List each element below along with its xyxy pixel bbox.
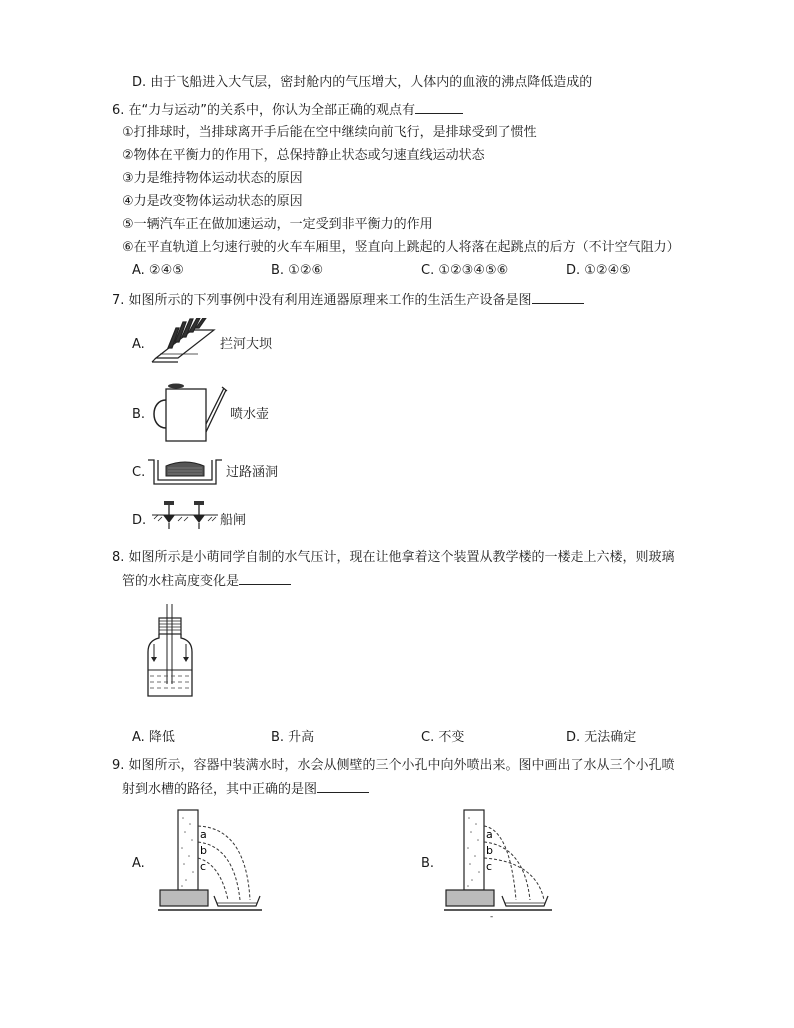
q6-statement-6: ⑥在平直轨道上匀速行驶的火车车厢里，竖直向上跳起的人将落在起跳点的后方（不计空气阻力） [122, 240, 680, 255]
q7-stem-text: 7. 如图所示的下列事例中没有利用连通器原理来工作的生活生产设备是图 [112, 293, 532, 308]
q8-stem-line2-text: 管的水柱高度变化是 [122, 574, 240, 589]
q7-c-letter[interactable]: C. [132, 465, 146, 480]
q6-statement-5: ⑤一辆汽车正在做加速运动，一定受到非平衡力的作用 [122, 217, 433, 232]
q9-figure-b [444, 808, 552, 916]
hole-label-b: b [200, 844, 207, 857]
q9-stem-line2 [122, 780, 369, 799]
answer-blank[interactable] [532, 291, 584, 304]
q9-option-b-letter[interactable]: B. [421, 856, 435, 871]
q6-option-b[interactable]: B. ①②⑥ [271, 263, 324, 278]
q9-figure-a [158, 808, 262, 916]
hole-label-c: c [486, 860, 493, 873]
q7-d-caption: 船闸 [220, 513, 247, 528]
hole-label-a: a [486, 828, 493, 841]
page-mark: - [490, 912, 494, 922]
q8-option-c[interactable]: C. 不变 [421, 730, 465, 745]
hole-label-a: a [200, 828, 207, 841]
q7-stem [112, 291, 584, 310]
hole-label-c: c [200, 860, 207, 873]
q7-b-caption: 喷水壶 [230, 407, 270, 422]
answer-blank[interactable] [239, 572, 291, 585]
dam-figure [148, 318, 218, 364]
q6-statement-2: ②物体在平衡力的作用下，总保持静止状态或匀速直线运动状态 [122, 148, 485, 163]
ship-lock-figure [150, 497, 220, 533]
q6-statement-3: ③力是维持物体运动状态的原因 [122, 171, 303, 186]
q6-statement-1: ①打排球时，当排球离开手后能在空中继续向前飞行，是排球受到了惯性 [122, 125, 537, 140]
q7-d-letter[interactable]: D. [132, 513, 147, 528]
answer-blank[interactable] [415, 101, 463, 114]
q7-c-caption: 过路涵洞 [226, 465, 279, 480]
q7-a-caption: 拦河大坝 [220, 337, 273, 352]
water-barometer-figure [146, 604, 194, 700]
q8-option-d[interactable]: D. 无法确定 [566, 730, 637, 745]
q8-stem-line2 [122, 572, 291, 591]
q7-b-letter[interactable]: B. [132, 407, 146, 422]
q6-option-c[interactable]: C. ①②③④⑤⑥ [421, 263, 509, 278]
q6-stem-text: 6. 在“力与运动”的关系中，你认为全部正确的观点有 [112, 103, 416, 118]
culvert-figure [148, 456, 224, 492]
answer-blank[interactable] [317, 780, 369, 793]
q6-option-a[interactable]: A. ②④⑤ [132, 263, 184, 278]
q9-stem-line1: 9. 如图所示，容器中装满水时，水会从侧壁的三个小孔中向外喷出来。图中画出了水从三个小孔喷 [112, 758, 675, 773]
q8-option-b[interactable]: B. 升高 [271, 730, 315, 745]
q9-option-a-letter[interactable]: A. [132, 856, 145, 871]
q8-stem-line1: 8. 如图所示是小萌同学自制的水气压计，现在让他拿着这个装置从教学楼的一楼走上六楼，则玻璃 [112, 550, 675, 565]
q6-stem [112, 101, 463, 120]
watering-can-figure [146, 376, 228, 446]
q6-option-d[interactable]: D. ①②④⑤ [566, 263, 631, 278]
q9-stem-line2-text: 射到水槽的路径，其中正确的是图 [122, 782, 318, 797]
q6-statement-4: ④力是改变物体运动状态的原因 [122, 194, 303, 209]
q7-a-letter[interactable]: A. [132, 337, 145, 352]
hole-label-b: b [486, 844, 493, 857]
q8-option-a[interactable]: A. 降低 [132, 730, 175, 745]
q5-option-d: D. 由于飞船进入大气层，密封舱内的气压增大，人体内的血液的沸点降低造成的 [132, 75, 593, 90]
